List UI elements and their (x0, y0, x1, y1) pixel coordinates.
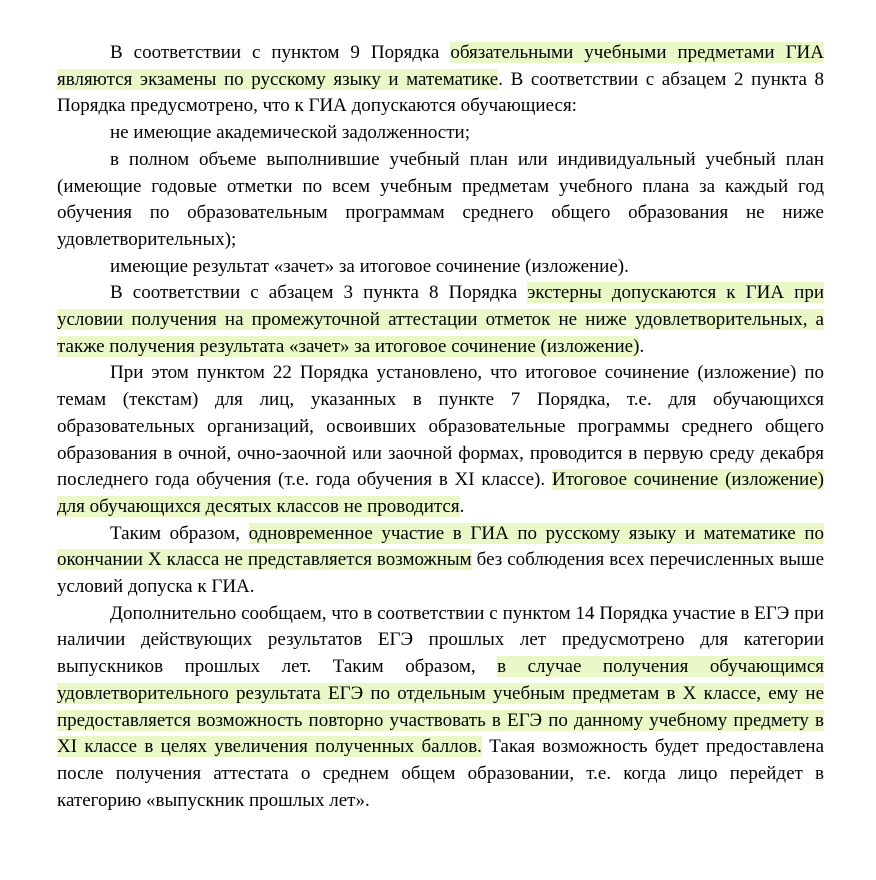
paragraph-1-highlight: обязательными учебными предметами ГИА являются экзамены по русскому языку и математике (57, 42, 824, 90)
paragraph-8-highlight: в случае получения обучающимся удовлетворительного результата ЕГЭ по отдельным учебным предметам в X классе, ему не предоставляется возможность повторно участвовать в ЕГЭ по данному учебному предмету в XI классе в целях увеличения полученных баллов. (57, 656, 824, 758)
paragraph-1-text-1: В соответствии с пунктом 9 Порядка (110, 42, 451, 63)
paragraph-6-highlight: Итоговое сочинение (изложение) для обучающихся десятых классов не проводится (57, 469, 824, 517)
paragraph-5-highlight: экстерны допускаются к ГИА при условии получения на промежуточной аттестации отметок не ниже удовлетворительных, а также получения результата «зачет» за итоговое сочинение (изложение) (57, 282, 824, 357)
paragraph-2-text: не имеющие академической задолженности; (110, 122, 470, 144)
paragraph-8 (57, 601, 824, 815)
paragraph-8-text-2: Такая возможность будет предоставлена после получения аттестата о среднем общем образовании, т.е. когда лицо перейдет в категорию «выпускник прошлых лет». (57, 736, 825, 811)
paragraph-6 (57, 360, 824, 520)
paragraph-6-text-2: . (459, 495, 465, 517)
paragraph-5 (57, 280, 824, 360)
paragraph-3-text: в полном объеме выполнившие учебный план или индивидуальный учебный план (имеющие годовые отметки по всем учебным предметам учебного плана за каждый год обучения по образовательным программам среднего общего образования не ниже удовлетворительных); (57, 148, 824, 250)
paragraph-4-text: имеющие результат «зачет» за итоговое сочинение (изложение). (110, 255, 629, 277)
paragraph-1-text-2: . В соответствии с абзацем 2 пункта 8 Порядка предусмотрено, что к ГИА допускаются обучающиеся: (57, 68, 824, 117)
paragraph-7-text-1: Таким образом, (110, 522, 249, 544)
paragraph-1 (57, 40, 824, 120)
paragraph-3 (57, 147, 824, 254)
paragraph-6-text-1: При этом пунктом 22 Порядка установлено, что итоговое сочинение (изложение) по темам (текстам) для лиц, указанных в пункте 7 Порядка, т.е. для обучающихся образовательных организаций, освоивших образовательные программы среднего общего образования в очной, очно-заочной или заочной формах, проводится в первую среду декабря последнего года обучения (т.е. года обучения в XI классе). (57, 362, 824, 491)
paragraph-5-text-2: . (639, 335, 645, 357)
paragraph-2 (57, 120, 824, 147)
paragraph-8-text-1: Дополнительно сообщаем, что в соответствии с пунктом 14 Порядка участие в ЕГЭ при наличии действующих результатов ЕГЭ прошлых лет предусмотрено для категории выпускников прошлых лет. Таким образом, (57, 602, 824, 678)
paragraph-7-text-2: без соблюдения всех перечисленных выше условий допуска к ГИА. (57, 549, 825, 598)
paragraph-5-text-1: В соответствии с абзацем 3 пункта 8 Порядка (110, 282, 528, 304)
paragraph-4 (57, 254, 824, 281)
paragraph-7 (57, 521, 824, 601)
paragraph-7-highlight: одновременное участие в ГИА по русскому языку и математике по окончании X класса не представляется возможным (57, 522, 824, 571)
